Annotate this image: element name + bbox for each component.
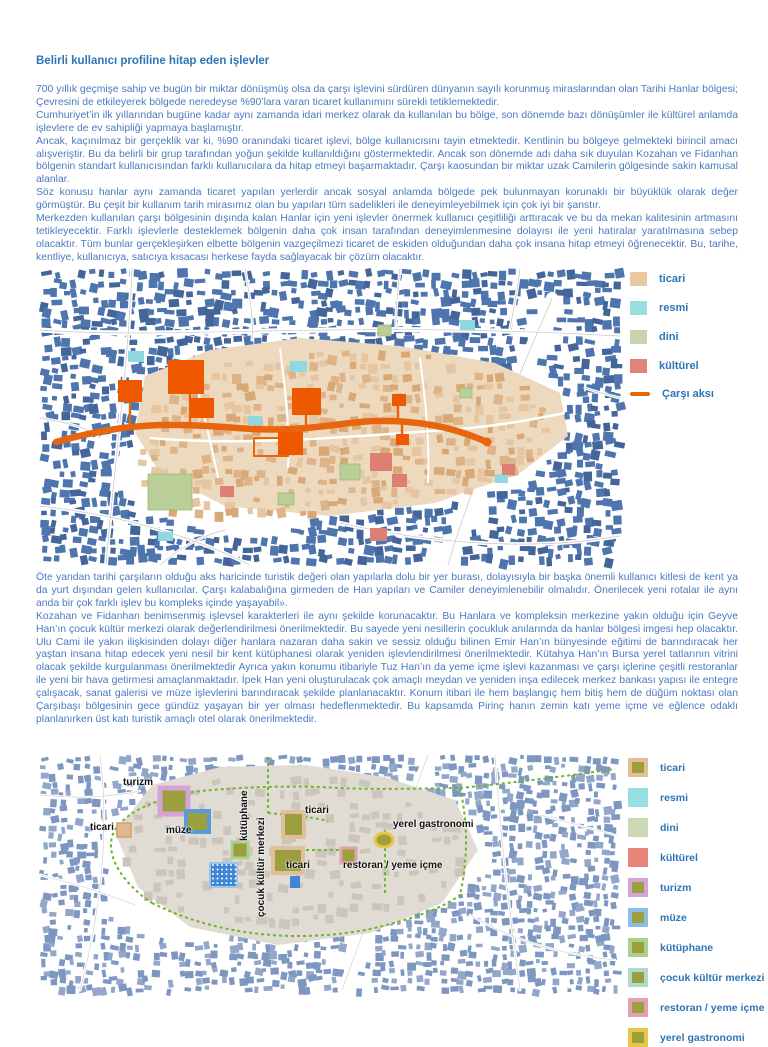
map-existing-functions — [40, 268, 620, 565]
paragraph: Ancak, kaçınılmaz bir gerçeklik var ki, %90 oranındaki ticaret işlevi, bölge kullanıcısını tayin etmektedir. Kentlinin bu bölgeye gelmekteki birincil amacı alışveriştir. Bu da belirli bir grup tarafından yoğun şekilde kullanıldığını göstermektedir. Ancak son dönemde adı daha sık duyulan Kozahan ve Fidanhan bölgenin standart kullanıcısından farklı kullanıcılara da hitap etmeyi başarmaktadır. Çarşı kaosundan bir miktar uzak Camilerin gölgesinde sakin kamusal alanlar. — [36, 135, 738, 186]
legend-label: dini — [659, 331, 679, 343]
legend-swatch — [628, 848, 648, 867]
map-label-ticari-right: ticari — [305, 805, 329, 816]
legend-label: turizm — [660, 881, 692, 894]
city-map-image — [40, 755, 615, 990]
legend-item — [630, 388, 714, 400]
legend-label: kültürel — [660, 851, 698, 864]
map-label-turizm: turizm — [123, 777, 153, 788]
paragraph: Söz konusu hanlar aynı zamanda ticaret yapılan yerlerdir ancak sosyal anlamda bölgede pek bulunmayan korunaklı bir büyüklük olarak değer görmüştür. Bu çeşit bir kullanım tarih mirasımız olan bu yapıları tüm sadelikleri ile deneyimleyebilmek için çok iyi bir şanstır. — [36, 187, 738, 212]
page-title: Belirli kullanıcı profiline hitap eden işlevler — [36, 55, 270, 67]
map-label-ticari-mid: ticari — [286, 860, 310, 871]
legend-swatch — [630, 272, 647, 286]
legend-swatch — [630, 359, 647, 373]
map-label-yerel-gastronomi: yerel gastronomi — [393, 819, 474, 830]
map-label-muze: müze — [166, 825, 192, 836]
legend-item — [628, 818, 764, 837]
legend-label: kültürel — [659, 360, 699, 372]
legend-item — [628, 788, 764, 807]
legend-swatch — [628, 758, 648, 777]
legend-line-swatch — [630, 392, 650, 396]
legend-swatch — [628, 788, 648, 807]
legend-swatch — [628, 878, 648, 897]
legend-swatch — [628, 998, 648, 1017]
legend-item — [628, 758, 764, 777]
map-proposed-functions — [40, 755, 615, 990]
paragraph: Öte yandan tarihi çarşıların olduğu aks haricinde turistik değeri olan yapılarla dolu bir yer burası, dolayısıyla bir başka önemli kullanıcı kitlesi de kent ya da yurt dışından gelen kullanıcılar. Çarşı kalabalığına girmeden de Han yapıları ve Camiler deneyimlenebilir olmalıdır. Önerilecek yeni rotalar ile aynı anda bir çok farklı işlev bu kompleks içinde yaşayabil». — [36, 572, 738, 609]
legend-item — [630, 272, 714, 286]
legend-item — [628, 998, 764, 1017]
text-section-1 — [36, 84, 738, 265]
legend-swatch — [628, 818, 648, 837]
legend-map2 — [628, 758, 764, 1047]
legend-label: Çarşı aksı — [662, 388, 714, 400]
legend-label: resmi — [660, 791, 689, 804]
legend-label: restoran / yeme içme — [660, 1001, 765, 1014]
map-label-ticari-left: ticari — [90, 822, 114, 833]
legend-label: kütüphane — [660, 941, 714, 954]
legend-label: çocuk kültür merkezi — [660, 971, 765, 984]
legend-swatch — [628, 938, 648, 957]
legend-label: ticari — [660, 761, 686, 774]
map-label-cocuk-kultur-merkezi: çocuk kültür merkezi — [256, 817, 267, 917]
legend-map1 — [630, 272, 714, 400]
text-section-2 — [36, 572, 738, 727]
paragraph: Kozahan ve Fidanhan benimsenmiş işlevsel karakterleri ile aynı şekilde korunacaktır. Bu Hanlara ve kompleksin merkezine yakın olduğu için Geyve Han’ın çocuk kültür merkezi olarak değerlendirilmesi önerilmektedir. Bu sayede yeni nesillerin çocukluk anılarında da hanlar bölgesi imgesi hep olacaktır. Ulu Cami ile yakın ilişkisinden dolayı diğer hanlara nazaran daha sakin ve sessiz olduğu bilinen Emir Han’ın bünyesinde eğitimi de barındıracak her yaştan insana hitap edecek yeni nesil bir kent kütüphanesi olarak yeniden işlevlendirilmesi önerilmektedir. Kütahya Han’ın Bursa yerel tatlarının vitrini olacak şekilde kurgulanması önerilmektedir Ayrıca yakın konumu itibariyle Tuz Han’ın da yeme içme işlevi kazanması ve çarşı içlerine çeşitli restoranlar ile yeni bir hava getirmesi amaçlanmaktadır. İpek Han yeni oluşturulacak çok amaçlı meydan ve yeniden inşa edilecek merkez bankası yapısı ile entegre çalışacak, sanat galerisi ve müze işlevlerini barındıracak şekilde planlanacaktır. Konum itibari ile hem başlangıç hem bitiş hem de düğüm noktası olan Çarşıbaşı bölgesinin gece gündüz yaşayan bir yer olması hedeflenmektedir. Bu kapsamda Pirinç hanın zemin katı yeme içme ve eğlence odaklı planlanırken üst katı turistik amaçlı otel olarak önerilmektedir. — [36, 610, 738, 725]
legend-item — [630, 301, 714, 315]
legend-item — [628, 968, 764, 987]
legend-swatch — [628, 1028, 648, 1047]
legend-item — [630, 330, 714, 344]
map-label-restoran: restoran / yeme içme — [343, 860, 443, 871]
legend-item — [630, 359, 714, 373]
legend-item — [628, 908, 764, 927]
paragraph: Merkezden kullanılan çarşı bölgesinin dışında kalan Hanlar için yeni işlevler önermek kullanıcı çeşitliliği arttıracak ve bu da mekan kalitesinin artmasını tetikleyecektir. Farklı işlevlerle desteklemek bölgenin daha çok insan tarafından deneyimlenmesine dolayısı ile yeni hatıralar yaratılmasına sebep olacaktır. Tüm bunlar gerçekleşirken elbette bölgenin vazgeçilmezi ticaret de eskiden olduğundan daha çok insana hitap etmeyi öğrenecektir. Bu, tarihe, kentliye, kullanıcıya, satıcıya kısacası herkese fayda sağlayacak bir çözüm olacaktır. — [36, 213, 738, 263]
paragraph: 700 yıllık geçmişe sahip ve bugün bir miktar dönüşmüş olsa da çarşı işlevini sürdüren dünyanın sayılı korunmuş miraslarından olan Tarihi Hanlar bölgesi; Çevresini de etkileyerek bölgede neredeyse %90’lara varan ticaret kullanımını sürekli tetiklemektedir. — [36, 84, 738, 108]
legend-label: resmi — [659, 302, 689, 314]
legend-label: müze — [660, 911, 687, 924]
legend-label: yerel gastronomi — [660, 1031, 745, 1044]
legend-label: dini — [660, 821, 679, 834]
paragraph: Cumhuriyet’in ilk yıllarından bugüne kadar aynı zamanda idari merkez olarak da kullanılan bu bölge, son dönemde bazı dönüşümler ile kültürel anlamda işlevlere de ev sahipliği yapmaya başlamıştır. — [36, 109, 738, 134]
legend-swatch — [630, 330, 647, 344]
legend-item — [628, 878, 764, 897]
map-label-kutuphane: kütüphane — [239, 790, 250, 841]
city-map-image — [40, 268, 620, 565]
legend-label: ticari — [659, 273, 686, 285]
legend-item — [628, 938, 764, 957]
legend-item — [628, 848, 764, 867]
legend-swatch — [628, 968, 648, 987]
legend-swatch — [628, 908, 648, 927]
legend-item — [628, 1028, 764, 1047]
legend-swatch — [630, 301, 647, 315]
